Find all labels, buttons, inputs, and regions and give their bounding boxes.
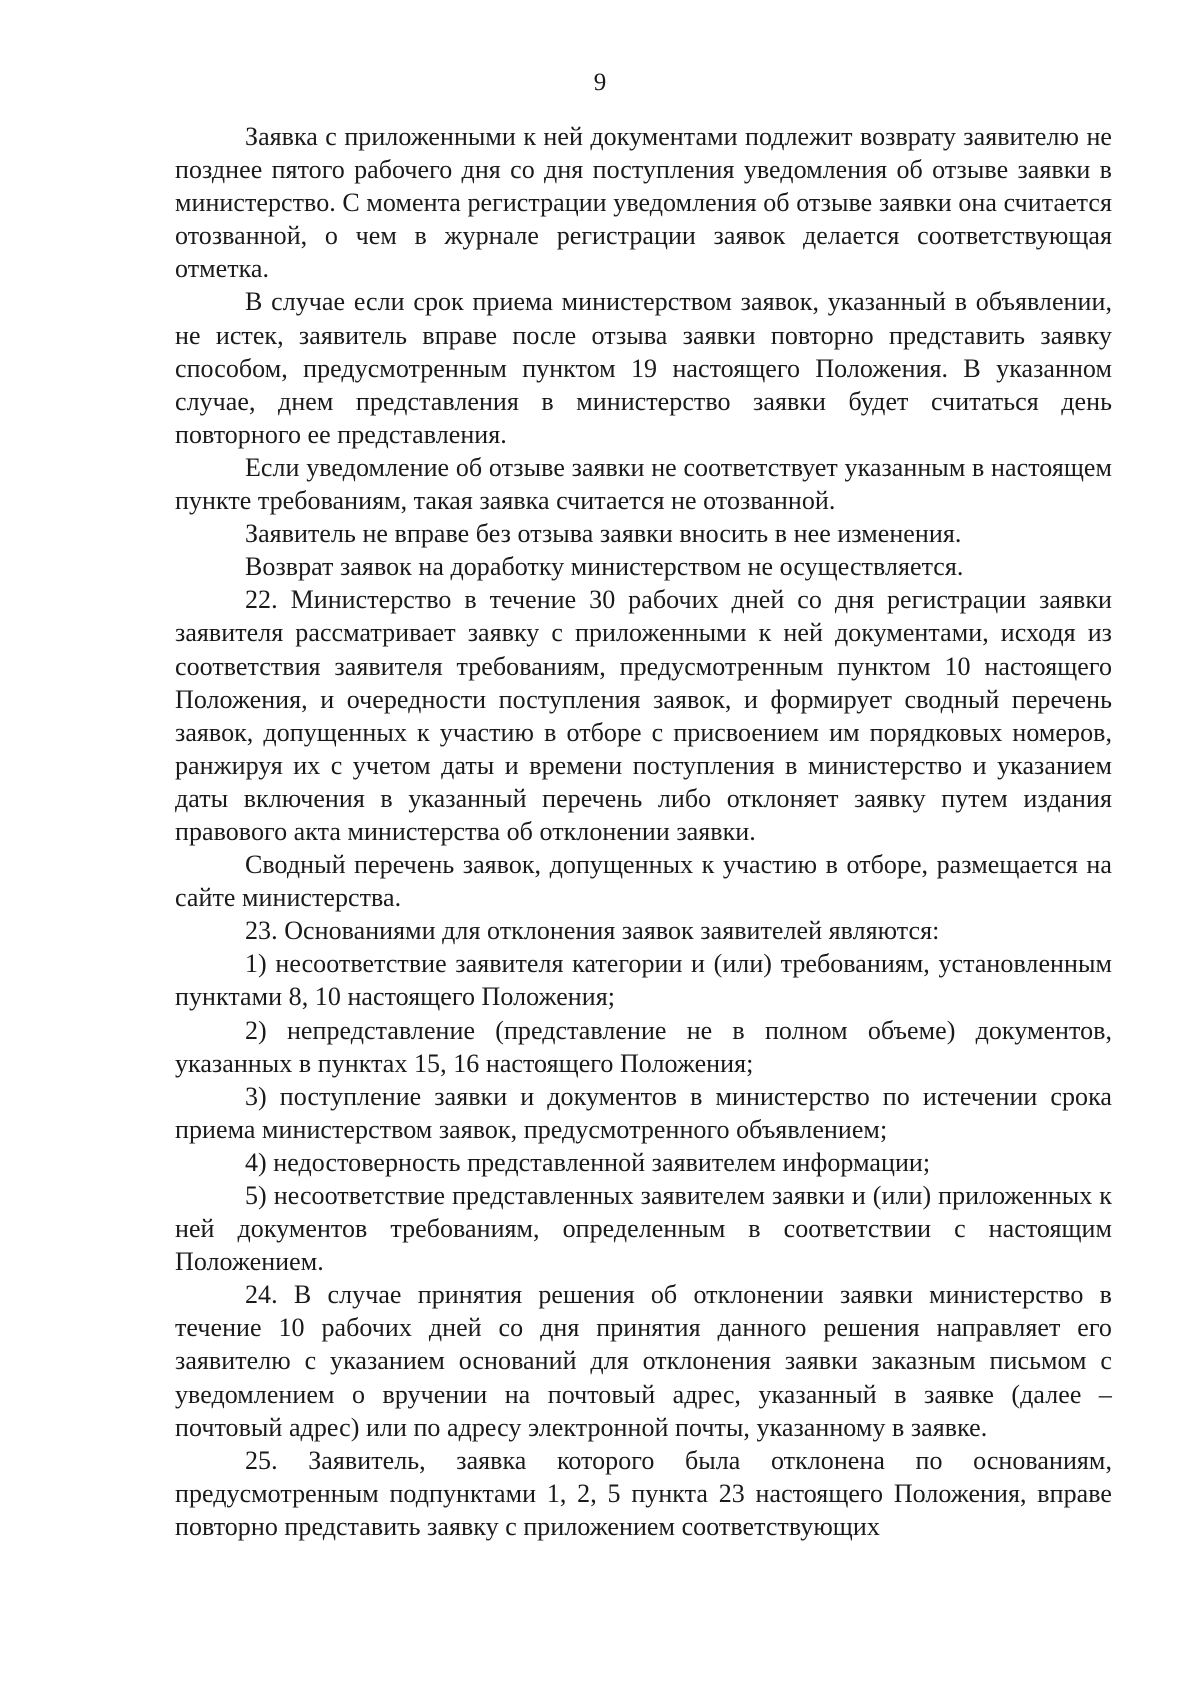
document-body: [175, 120, 1112, 1543]
paragraph-item-23: 23. Основаниями для отклонения заявок заявителей являются:: [245, 916, 940, 946]
paragraph-summary-list: Сводный перечень заявок, допущенных к участию в отборе, размещается на сайте министерства.: [175, 850, 1112, 913]
list-item-23-1: 1) несоответствие заявителя категории и (или) требованиям, установленным пунктами 8, 10 настоящего Положения;: [175, 949, 1112, 1012]
paragraph-no-changes: Заявитель не вправе без отзыва заявки вносить в нее изменения.: [245, 519, 962, 549]
paragraph-item-24: 24. В случае принятия решения об отклонении заявки министерство в течение 10 рабочих дней со дня принятия данного решения направляет его заявителю с указанием оснований для отклонения заявки заказным письмом с уведомлением о вручении на почтовый адрес, указанный в заявке (далее – почтовый адрес) или по адресу электронной почты, указанному в заявке.: [175, 1280, 1112, 1442]
list-item-23-2: 2) непредставление (представление не в полном объеме) документов, указанных в пунктах 15, 16 настоящего Положения;: [175, 1015, 1112, 1078]
paragraph-resubmission: В случае если срок приема министерством заявок, указанный в объявлении, не истек, заявитель вправе после отзыва заявки повторно представить заявку способом, предусмотренным пунктом 19 настоящего Положения. В указанном случае, днем представления в министерство заявки будет считаться день повторного ее представления.: [175, 287, 1112, 449]
paragraph-withdrawal-return: Заявка с приложенными к ней документами подлежит возврату заявителю не позднее пятого рабочего дня со дня поступления уведомления об отзыве заявки в министерство. С момента регистрации уведомления об отзыве заявки она считается отозванной, о чем в журнале регистрации заявок делается соответствующая отметка.: [175, 122, 1112, 284]
paragraph-item-22: 22. Министерство в течение 30 рабочих дней со дня регистрации заявки заявителя рассматривает заявку с приложенными к ней документами, исходя из соответствия заявителя требованиям, предусмотренным пунктом 10 настоящего Положения, и очередности поступления заявок, и формирует сводный перечень заявок, допущенных к участию в отборе с присвоением им порядковых номеров, ранжируя их с учетом даты и времени поступления в министерство и указанием даты включения в указанный перечень либо отклоняет заявку путем издания правового акта министерства об отклонении заявки.: [175, 585, 1112, 846]
paragraph-item-25: 25. Заявитель, заявка которого была отклонена по основаниям, предусмотренным подпунктами 1, 2, 5 пункта 23 настоящего Положения, вправе повторно представить заявку с приложением соответствующих: [175, 1445, 1112, 1541]
list-item-23-5: 5) несоответствие представленных заявителем заявки и (или) приложенных к ней документов требованиям, определенным в соответствии с настоящим Положением.: [175, 1181, 1112, 1277]
list-item-23-3: 3) поступление заявки и документов в министерство по истечении срока приема министерством заявок, предусмотренного объявлением;: [175, 1081, 1112, 1144]
paragraph-no-return: Возврат заявок на доработку министерством не осуществляется.: [245, 552, 964, 582]
list-item-23-4: 4) недостоверность представленной заявителем информации;: [245, 1147, 931, 1177]
page-number: 9: [593, 69, 607, 96]
paragraph-not-withdrawn: Если уведомление об отзыве заявки не соответствует указанным в настоящем пункте требованиям, такая заявка считается не отозванной.: [175, 452, 1112, 516]
